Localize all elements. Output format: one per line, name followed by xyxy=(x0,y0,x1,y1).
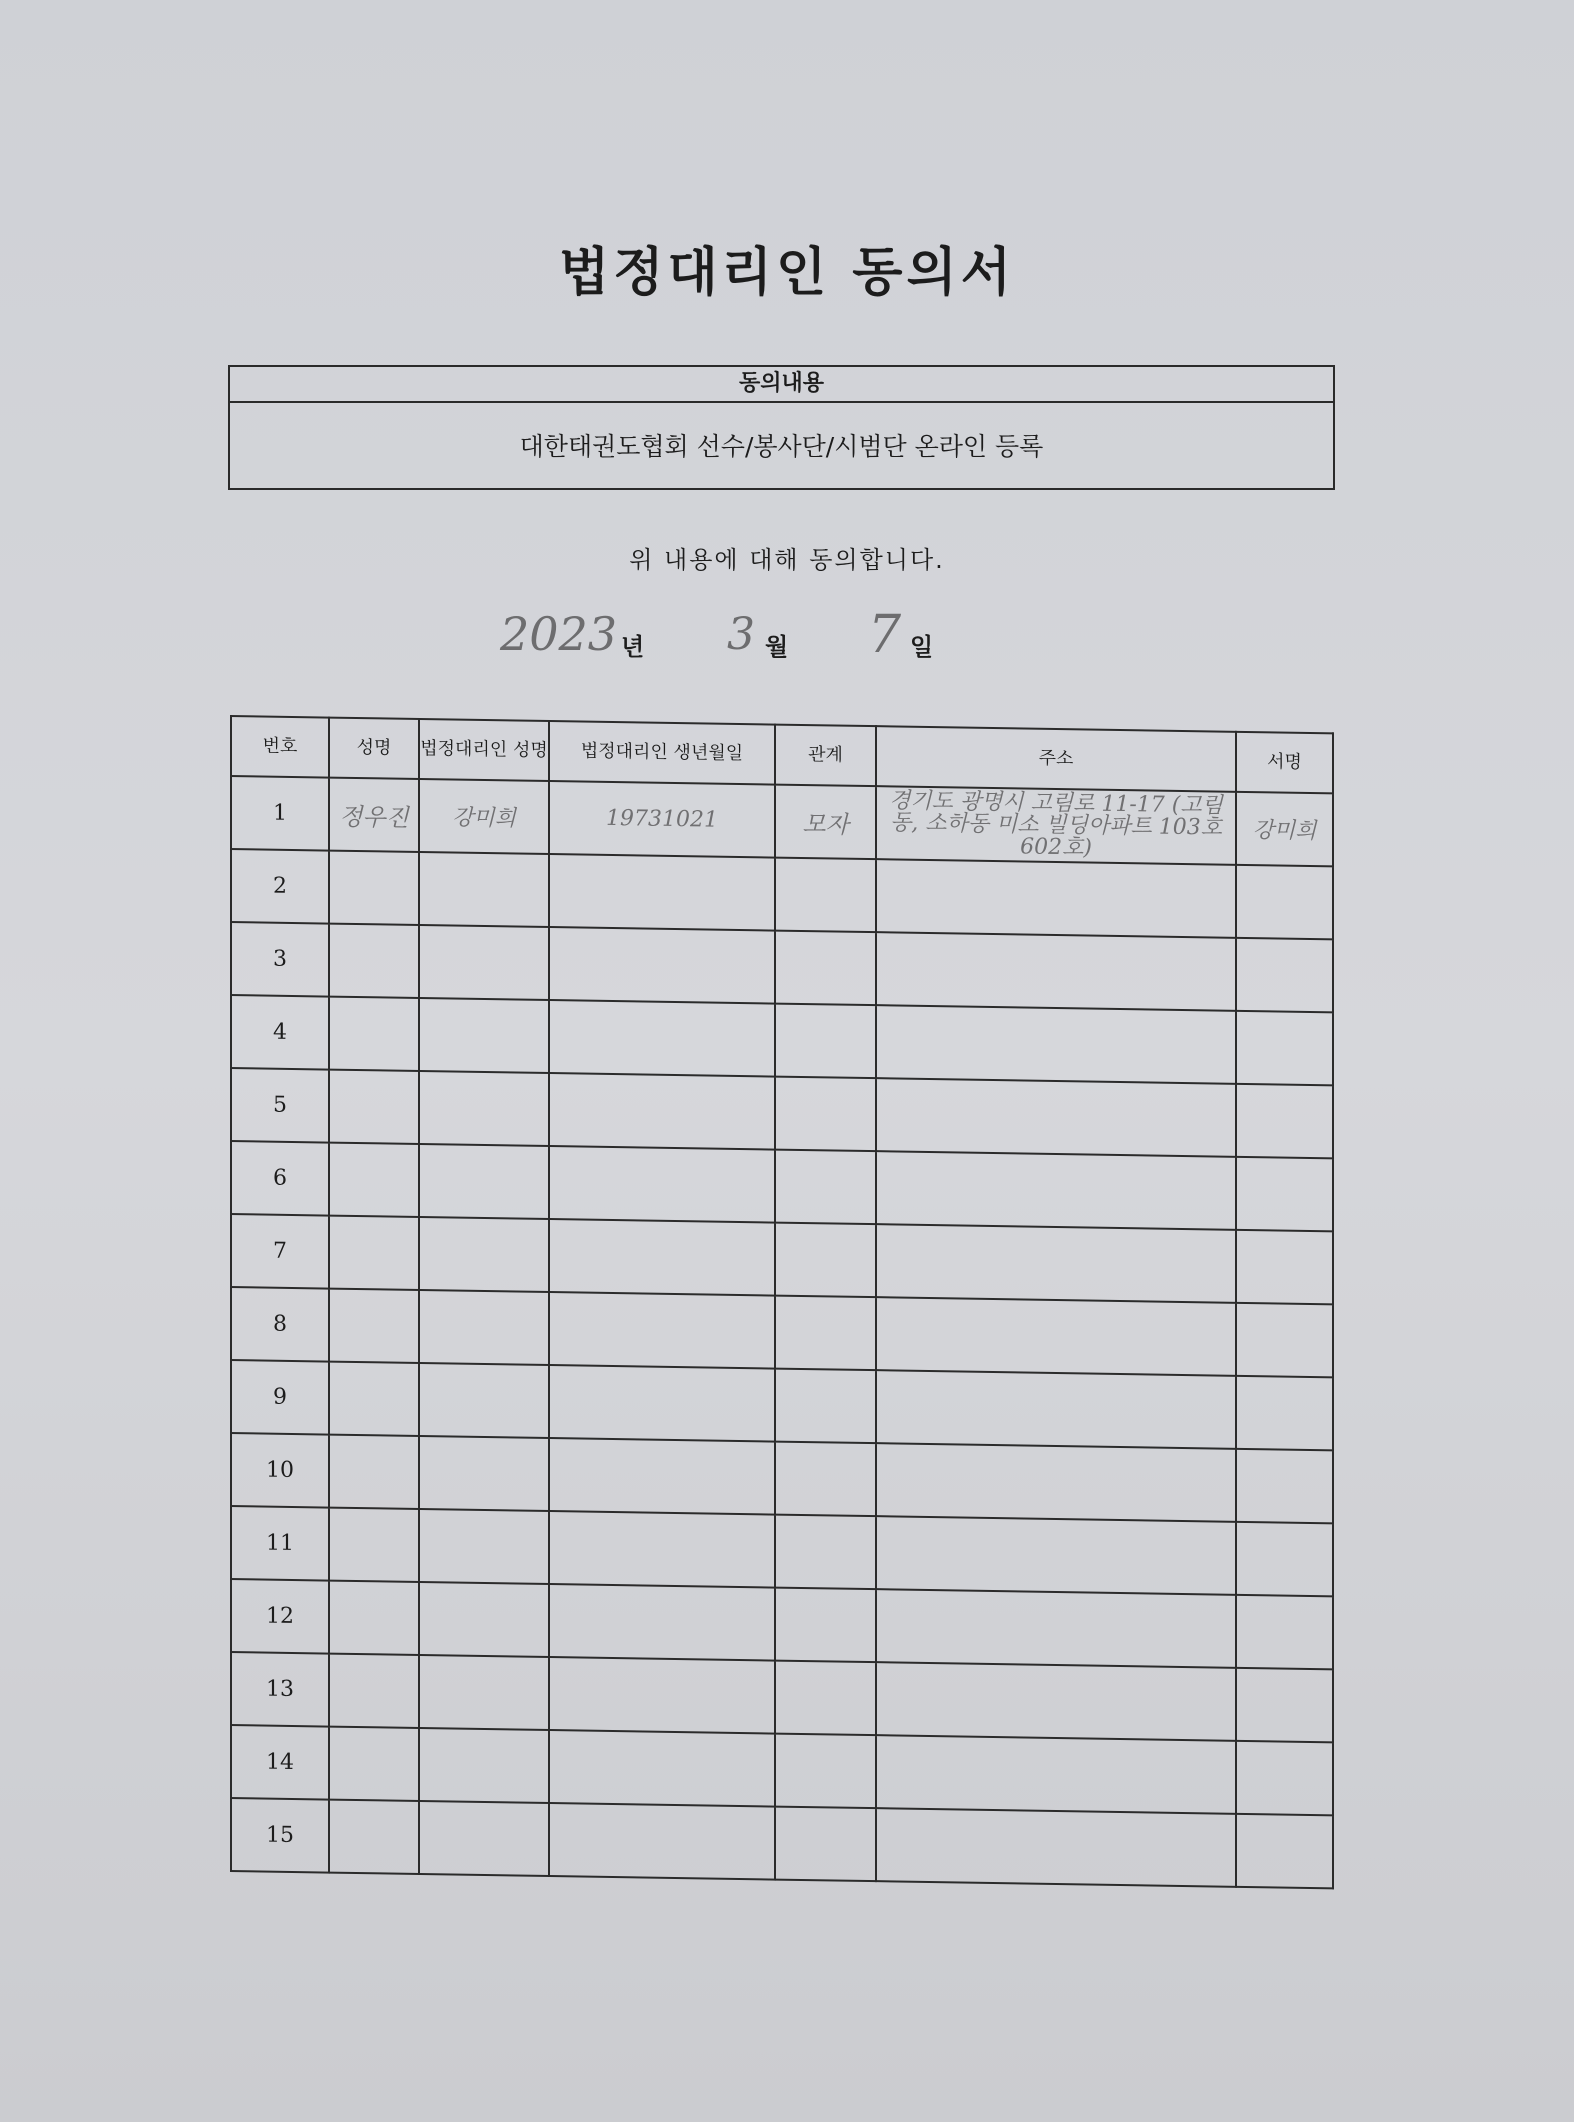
header-guardian-birth: 법정대리인 생년월일 xyxy=(549,721,775,785)
row-name: 정우진 xyxy=(329,778,419,852)
row-signature: 강미희 xyxy=(1236,792,1333,867)
date-year-label: 년 xyxy=(621,633,645,661)
row-guardian-name: 강미희 xyxy=(419,779,549,854)
row-no: 10 xyxy=(231,1433,329,1508)
date-month-label: 월 xyxy=(765,633,789,661)
agree-statement: 위 내용에 대해 동의합니다. xyxy=(629,546,945,574)
date-month-handwritten: 3 xyxy=(727,609,755,660)
header-relation: 관계 xyxy=(775,725,876,787)
row-no: 13 xyxy=(231,1652,329,1727)
header-guardian-name: 법정대리인 성명 xyxy=(419,719,549,781)
header-address: 주소 xyxy=(876,726,1236,792)
row-no: 1 xyxy=(231,776,329,851)
row-no: 7 xyxy=(231,1214,329,1289)
row-no: 8 xyxy=(231,1287,329,1362)
date-day-label: 일 xyxy=(910,633,934,661)
row-no: 6 xyxy=(231,1141,329,1216)
row-no: 14 xyxy=(231,1725,329,1800)
row-relation: 모자 xyxy=(775,785,876,860)
row-address: 경기도 광명시 고림로 11-17 (고림동, 소하동 미소 빌딩아파트 103호 602호) xyxy=(876,786,1236,865)
row-guardian-birth: 19731021 xyxy=(549,781,775,858)
consent-content-box xyxy=(228,365,1335,490)
row-no: 5 xyxy=(231,1068,329,1143)
roster-table xyxy=(230,715,1334,1889)
row-no: 3 xyxy=(231,922,329,997)
date-row xyxy=(0,605,1574,675)
row-no: 12 xyxy=(231,1579,329,1654)
date-day-handwritten: 7 xyxy=(868,605,902,665)
date-year-handwritten: 2023 xyxy=(500,607,618,661)
header-signature: 서명 xyxy=(1236,732,1333,794)
row-no: 4 xyxy=(231,995,329,1070)
row-no: 15 xyxy=(231,1798,329,1873)
document-title: 법정대리인 동의서 xyxy=(559,243,1015,303)
consent-content: 대한태권도협회 선수/봉사단/시범단 온라인 등록 xyxy=(519,432,1044,461)
row-no: 2 xyxy=(231,849,329,924)
row-no: 11 xyxy=(231,1506,329,1581)
consent-header: 동의내용 xyxy=(230,367,1333,403)
row-no: 9 xyxy=(231,1360,329,1435)
header-name: 성명 xyxy=(329,718,419,779)
header-no: 번호 xyxy=(231,716,329,778)
